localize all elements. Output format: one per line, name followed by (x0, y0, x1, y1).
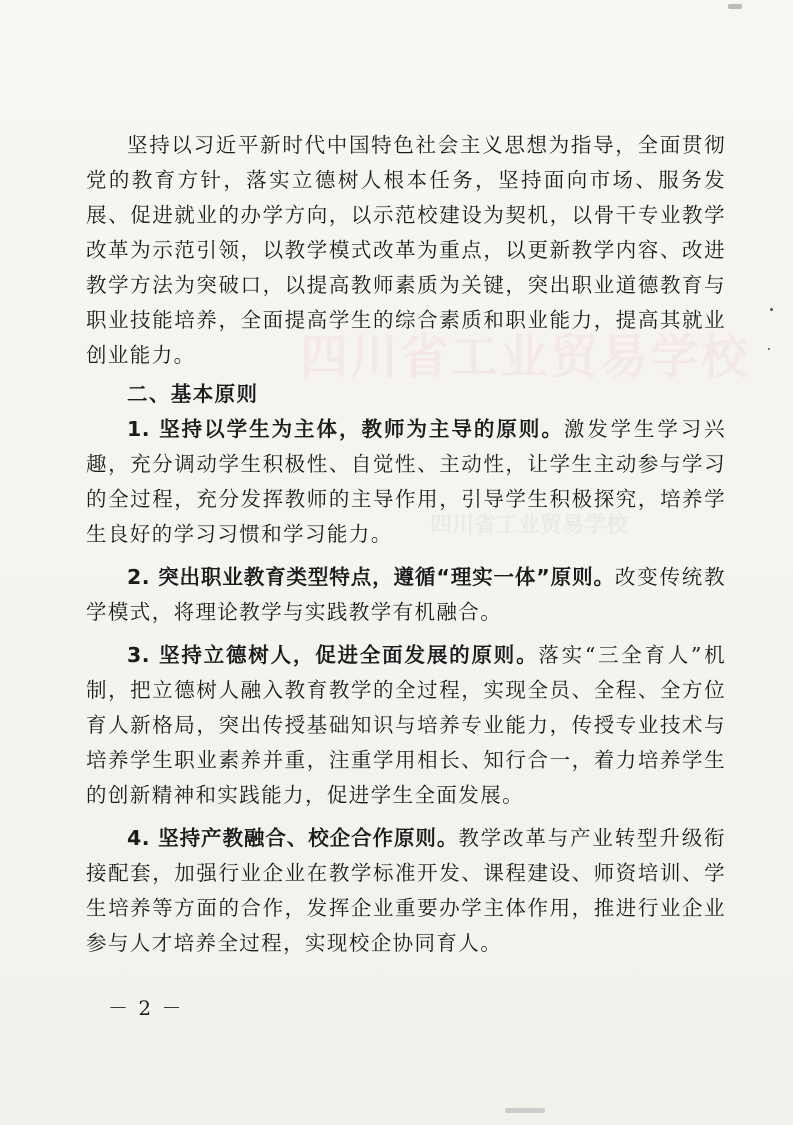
principle-paragraph-3 (86, 638, 726, 813)
scan-speck (768, 348, 770, 350)
principle-text-4: 教学改革与产业转型升级衔接配套，加强行业企业在教学标准开发、课程建设、师资培训、学生培养等方面的合作，发挥企业重要办学主体作用，推进行业企业参与人才培养全过程，实现校企协同育人。 (86, 826, 726, 955)
principle-text-1: 激发学生学习兴趣，充分调动学生积极性、自觉性、主动性，让学生主动参与学习的全过程，充分发挥教师的主导作用，引导学生积极探究，培养学生良好的学习习惯和学习能力。 (86, 417, 726, 546)
principle-lead-2: 2. 突出职业教育类型特点，遵循“理实一体”原则。 (127, 565, 615, 589)
bleed-through-watermark-small: 四川省工业贸易学校 (430, 512, 629, 538)
principle-lead-4: 4. 坚持产教融合、校企合作原则。 (127, 826, 459, 850)
principle-lead-3: 3. 坚持立德树人，促进全面发展的原则。 (127, 643, 539, 667)
principle-text-3: 落实“三全育人”机制，把立德树人融入教育教学的全过程，实现全员、全程、全方位育人新格局，突出传授基础知识与培养专业能力，传授专业技术与培养学生职业素养并重，注重学用相长、知行合一，着力培养学生的创新精神和实践能力，促进学生全面发展。 (86, 643, 727, 807)
intro-paragraph: 坚持以习近平新时代中国特色社会主义思想为指导，全面贯彻党的教育方针，落实立德树人根本任务，坚持面向市场、服务发展、促进就业的办学方向，以示范校建设为契机，以骨干专业教学改革为示范引领，以教学模式改革为重点，以更新教学内容、改进教学方法为突破口，以提高教师素质为关键，突出职业道德教育与职业技能培养，全面提高学生的综合素质和职业能力，提高其就业创业能力。 (86, 133, 726, 367)
principle-text-2: 改变传统教学模式，将理论教学与实践教学有机融合。 (86, 565, 726, 624)
principle-paragraph-1 (86, 412, 726, 552)
bleed-through-watermark: 四川省工业贸易学校 (300, 329, 751, 385)
page-number: － 2 － (108, 996, 184, 1020)
scan-speck (770, 308, 773, 311)
section-heading: 二、基本原则 (127, 382, 259, 406)
scan-speck (728, 4, 742, 9)
principle-lead-1: 1. 坚持以学生为主体，教师为主导的原则。 (127, 417, 564, 441)
principle-paragraph-2 (86, 560, 726, 630)
scan-speck (505, 1108, 545, 1113)
principle-paragraph-4 (86, 821, 726, 961)
document-body (86, 128, 726, 961)
